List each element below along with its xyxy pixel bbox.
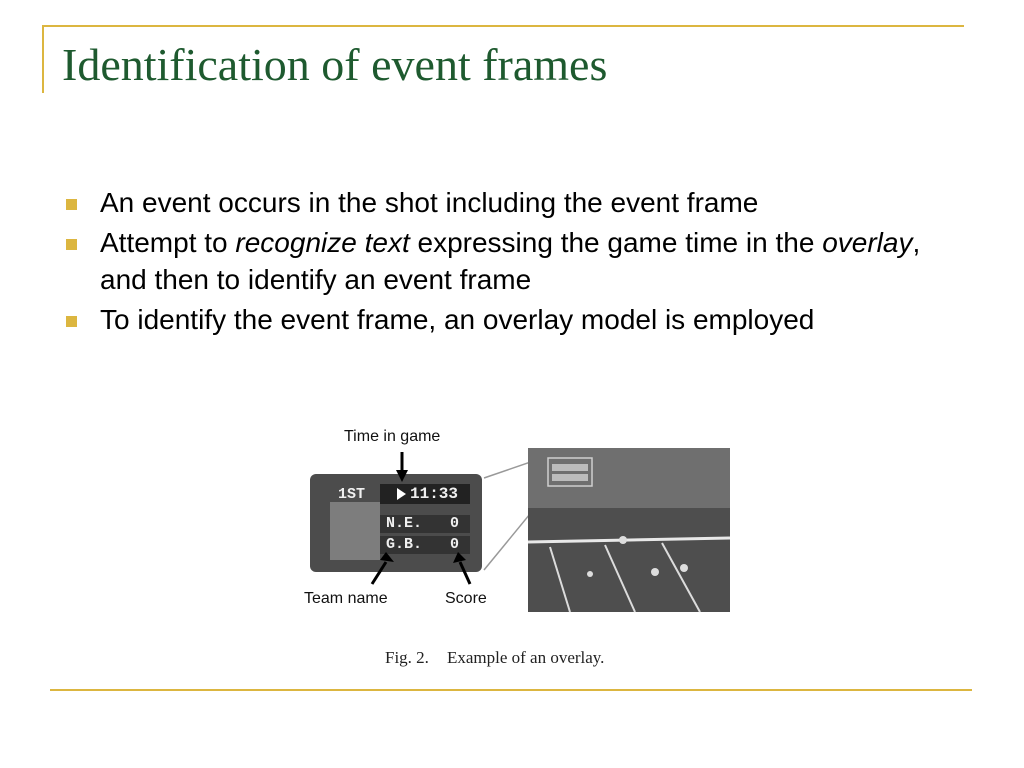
mini-scoreboard-row xyxy=(552,474,588,481)
bullet-text xyxy=(100,187,758,218)
player-figure xyxy=(619,536,627,544)
figure-caption-text: Example of an overlay. xyxy=(446,648,605,667)
bullet-text-emphasis: overlay xyxy=(822,227,913,258)
scoreboard-quarter: 1ST xyxy=(338,486,366,503)
scoreboard-panel xyxy=(330,502,380,560)
figure-caption xyxy=(385,648,604,668)
bullet-square-icon xyxy=(66,199,77,210)
bottom-rule xyxy=(50,689,972,691)
slide-title: Identification of event frames xyxy=(62,39,608,90)
bullet-square-icon xyxy=(66,239,77,250)
scoreboard-team2: G.B. xyxy=(386,536,423,553)
scoreboard-score1: 0 xyxy=(450,515,460,532)
bullet-list xyxy=(62,184,962,341)
bullet-item xyxy=(62,301,962,338)
overlay-figure xyxy=(300,422,740,672)
scoreboard-clock: 11:33 xyxy=(410,485,459,503)
left-rule xyxy=(42,25,44,93)
bullet-text-segment: expressing the game time in the xyxy=(409,227,823,258)
player-figure xyxy=(680,564,688,572)
team-name-label: Team name xyxy=(304,590,388,607)
figure-caption-number: Fig. 2. xyxy=(385,648,429,667)
player-figure xyxy=(651,568,659,576)
bullet-item xyxy=(62,224,962,298)
bullet-square-icon xyxy=(66,316,77,327)
score-label: Score xyxy=(445,590,487,607)
scoreboard-team1: N.E. xyxy=(386,515,423,532)
bullet-text-segment: To identify the event frame, an overlay model is employed xyxy=(100,304,815,335)
bullet-text-segment: An event occurs in the shot including the event frame xyxy=(100,187,759,218)
bullet-text xyxy=(100,227,920,295)
scoreboard-score2: 0 xyxy=(450,536,460,553)
mini-scoreboard-row xyxy=(552,464,588,471)
bullet-text-segment: , and then to identify an event frame xyxy=(100,227,921,295)
bullet-text-emphasis: recognize text xyxy=(235,227,410,258)
bullet-item xyxy=(62,184,962,221)
bullet-text-segment: Attempt to xyxy=(100,227,236,258)
top-rule xyxy=(42,25,964,27)
figure-graphic xyxy=(300,422,740,672)
time-in-game-label: Time in game xyxy=(344,428,441,445)
bullet-text xyxy=(100,304,814,335)
player-figure xyxy=(587,571,593,577)
